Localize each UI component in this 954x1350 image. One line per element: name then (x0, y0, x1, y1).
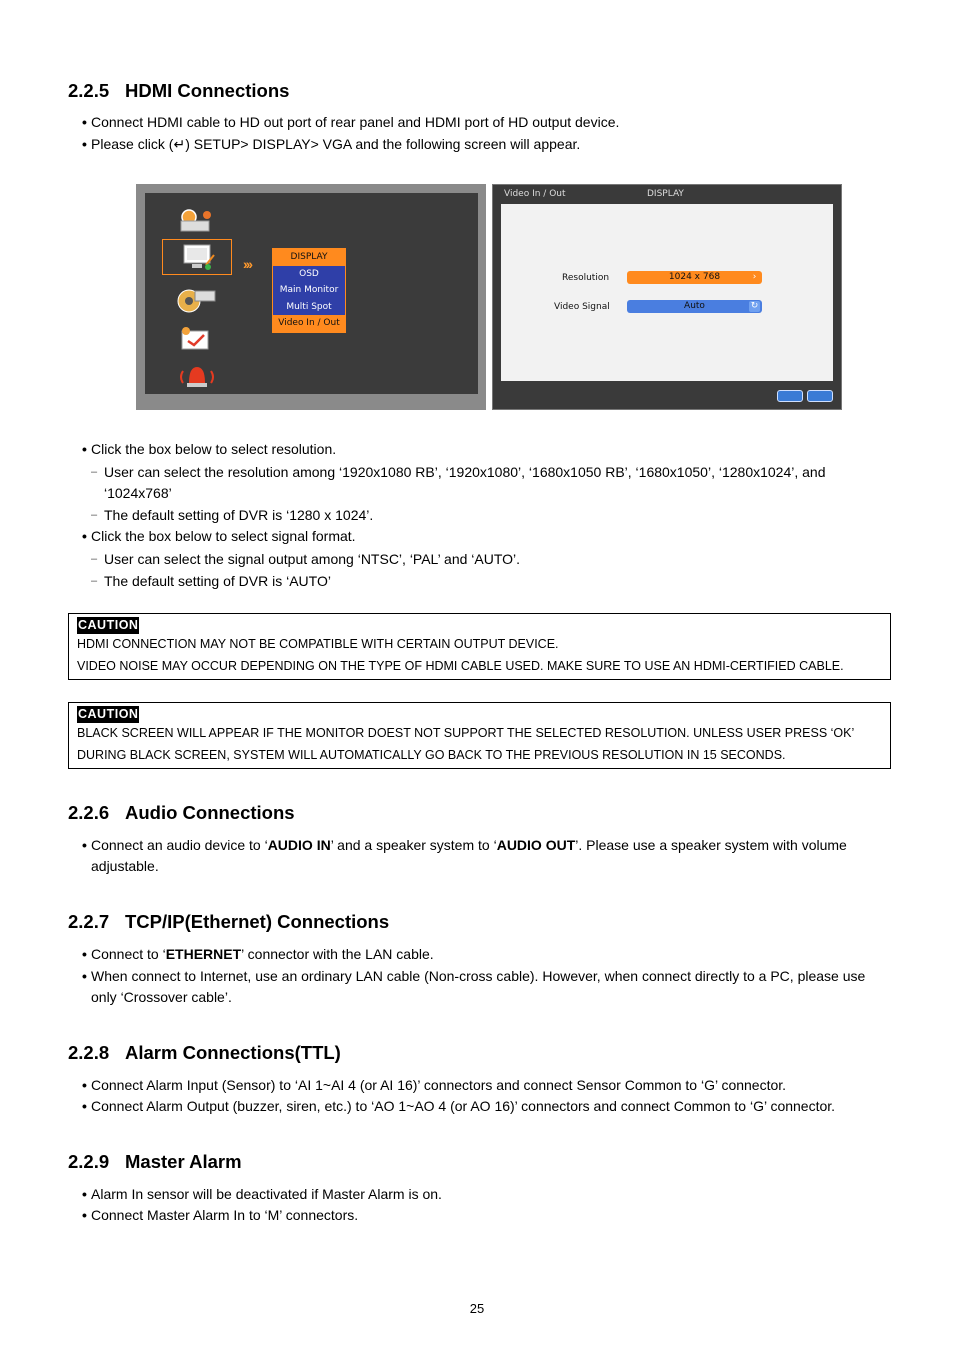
record-icon (178, 325, 214, 353)
menu-item-osd[interactable]: OSD (299, 268, 319, 279)
bullet: • When connect to Internet, use an ordinary LAN cable (Non-cross cable). However, when connect directly to a PC, please use only ‘Crossover cable’. (82, 966, 872, 1008)
dash-item: – User can select the signal output among ‘NTSC’, ‘PAL’ and ‘AUTO’. (91, 549, 871, 570)
bullet: • Click the box below to select resolution. (82, 439, 882, 460)
panel-title: Video In / Out (504, 189, 566, 199)
bullet: • Click the box below to select signal format. (82, 526, 882, 547)
dash-item: – The default setting of DVR is ‘1280 x 1024’. (91, 505, 871, 526)
section-heading-2-2-8: 2.2.8 Alarm Connections(TTL) (68, 1042, 341, 1063)
caution-tag: CAUTION (78, 707, 139, 721)
display-submenu (272, 248, 346, 333)
bullet: • Connect Alarm Input (Sensor) to ‘AI 1~AI 4 (or AI 16)’ connectors and connect Sensor Common to ‘G’ connector. (82, 1075, 882, 1096)
camera-icon (175, 285, 219, 315)
resolution-label: Resolution (562, 273, 610, 283)
menu-item-display[interactable]: DISPLAY (273, 249, 345, 266)
system-icon (177, 207, 215, 235)
section-heading-2-2-6: 2.2.6 Audio Connections (68, 802, 295, 823)
video-signal-select[interactable]: Auto ↻ (627, 300, 762, 313)
alarm-icon (177, 361, 217, 389)
menu-item-video-in-out[interactable]: Video In / Out (273, 315, 345, 332)
section-heading-2-2-9: 2.2.9 Master Alarm (68, 1151, 242, 1172)
exit-icon-button[interactable] (807, 390, 833, 402)
bullet: • Alarm In sensor will be deactivated if Master Alarm is on. (82, 1184, 882, 1205)
bullet: • Connect to ‘ETHERNET’ connector with the LAN cable. (82, 944, 882, 965)
refresh-icon: ↻ (750, 301, 759, 311)
section-heading-2-2-7: 2.2.7 TCP/IP(Ethernet) Connections (68, 911, 390, 932)
caution-tag: CAUTION (78, 618, 139, 632)
bullet: • Connect Alarm Output (buzzer, siren, etc.) to ‘AO 1~AO 4 (or AO 16)’ connectors and connect Common to ‘G’ connector. (82, 1096, 882, 1117)
panel-breadcrumb: DISPLAY (647, 189, 684, 199)
page-number: 25 (469, 1301, 485, 1316)
dash-item: – The default setting of DVR is ‘AUTO’ (91, 571, 871, 592)
menu-item-multi-spot[interactable]: Multi Spot (286, 301, 332, 312)
video-signal-label: Video Signal (554, 302, 610, 312)
bullet: • Connect Master Alarm In to ‘M’ connectors. (82, 1205, 882, 1226)
dvr-setup-screenshot (136, 184, 842, 410)
bullet: • Connect an audio device to ‘AUDIO IN’ and a speaker system to ‘AUDIO OUT’. Please use a speaker system with volume adjustable. (82, 835, 872, 877)
caution-box: CAUTION HDMI CONNECTION MAY NOT BE COMPATIBLE WITH CERTAIN OUTPUT DEVICE. VIDEO NOISE MAY OCCUR DEPENDING ON THE TYPE OF HDMI CABLE USED. MAKE SURE TO USE AN HDMI-CERTIFIED CABLE. (68, 613, 891, 680)
chevron-right-icon: ››› (243, 256, 251, 272)
section-heading-2-2-5: 2.2.5 HDMI Connections (68, 80, 290, 101)
monitor-icon (182, 243, 216, 273)
chevron-right-icon: › (752, 272, 757, 282)
menu-item-main-monitor[interactable]: Main Monitor (279, 285, 339, 296)
dash-item: – User can select the resolution among ‘1920x1080 RB’, ‘1920x1080’, ‘1680x1050 RB’, ‘1680x1050’, ‘1280x1024’, and ‘1024x768’ (91, 462, 871, 504)
setup-menu-panel (136, 184, 486, 410)
caution-box: CAUTION BLACK SCREEN WILL APPEAR IF THE MONITOR DOEST NOT SUPPORT THE SELECTED RESOLUTION. UNLESS USER PRESS ‘OK’ DURING BLACK SCREEN, SYSTEM WILL AUTOMATICALLY GO BACK TO THE PREVIOUS RESOLUTION IN 15 SECONDS. (68, 702, 891, 769)
save-icon-button[interactable] (777, 390, 803, 402)
resolution-select[interactable]: 1024 x 768 › (627, 271, 762, 284)
bullet: • Please click (↵) SETUP> DISPLAY> VGA and the following screen will appear. (82, 134, 882, 155)
video-in-out-panel (492, 184, 842, 410)
bullet: • Connect HDMI cable to HD out port of rear panel and HDMI port of HD output device. (82, 112, 882, 133)
